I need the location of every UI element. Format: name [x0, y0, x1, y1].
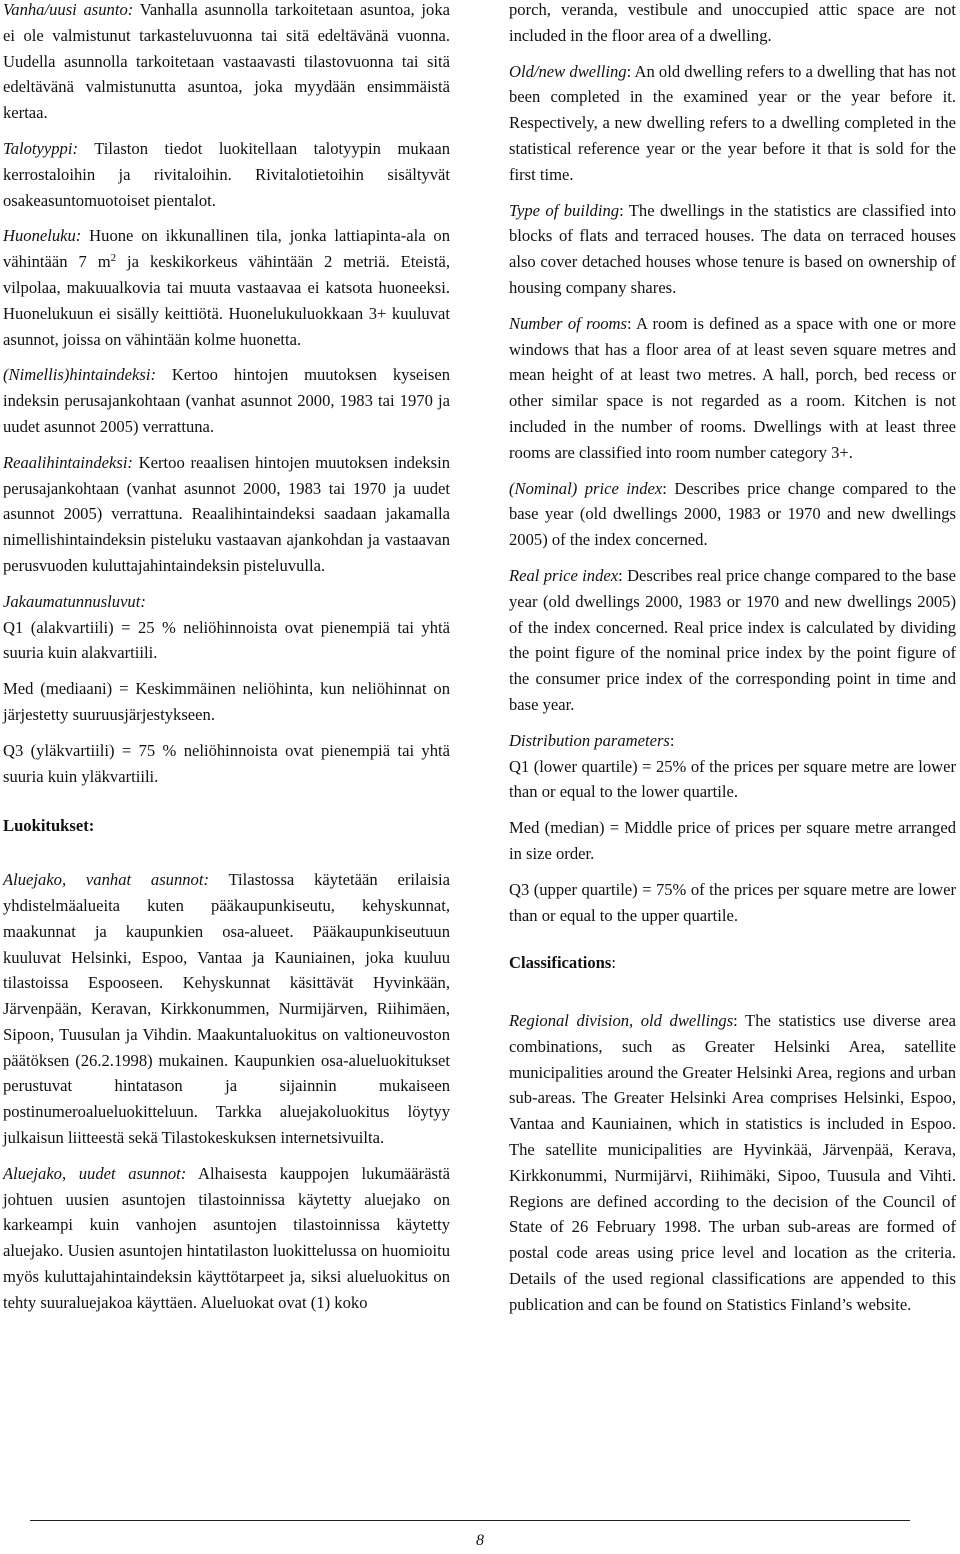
- heading-suffix: :: [611, 953, 616, 973]
- term-label: Vanha/uusi asunto:: [3, 0, 134, 19]
- paragraph-old-new-dwelling-en: [509, 59, 956, 188]
- definition-text: Vanhalla asunnolla tarkoitetaan asuntoa, joka ei ole valmistunut tarkasteluvuonna tai sitä edeltävänä vuonna. Uudella asunnolla tarkoitetaan vastaavasti tilastovuonna tai sitä edeltävänä valmistunutta asuntoa, joka myydään ensimmäistä kertaa.: [3, 0, 451, 123]
- term-label: Real price index: [509, 565, 619, 585]
- definition-text: : The statistics use diverse area combinations, such as Greater Helsinki Area, satellite municipalities around the Greater Helsinki Area, regions and urban sub-areas. The Greater Helsinki Area comprises Helsinki, Espoo, Vantaa and Kauniainen, which in statistics is included in Espoo. The satellite municipalities are Hyvinkää, Järvenpää, Kerava, Kirkkonummi, Nurmijärvi, Riihimäki, Sipoo, Tuusula and Vihti. Regions are defined according to the decision of the Council of State of 26 February 1998. The urban sub-areas are formed of postal code areas using price level and location as the criteria. Details of the used regional classifications are appended to this publication and can be found on Statistics Finland’s website.: [509, 1011, 956, 1314]
- definition-text: Huone on ikkunallinen tila, jonka lattiapinta-ala on vähintään 7 m: [3, 226, 450, 272]
- paragraph-old-new-dwelling-fi: [3, 0, 450, 126]
- term-label: Distribution parameters: [509, 730, 670, 750]
- section-heading-en: [509, 950, 956, 976]
- definition-text: Q1 (alakvartiili) = 25 % neliöhinnoista ovat pienempiä tai yhtä suuria kuin alakvartiili.: [3, 617, 450, 663]
- paragraph-continued-en: porch, veranda, vestibule and unoccupied attic space are not included in the floor area of a dwelling.: [509, 0, 956, 45]
- paragraph-nominal-index-en: [509, 476, 956, 553]
- paragraph-room-count-fi: [3, 223, 450, 352]
- term-label: Huoneluku:: [3, 226, 82, 246]
- term-label: Number of rooms: [509, 313, 627, 333]
- term-label: Regional division, old dwellings: [509, 1011, 734, 1031]
- definition-text: Q1 (lower quartile) = 25% of the prices per square metre are lower than or equal to the lower quartile.: [509, 756, 956, 802]
- term-label: Aluejako, uudet asunnot:: [3, 1163, 187, 1183]
- footer-divider: [30, 1520, 910, 1521]
- paragraph-building-type-en: [509, 198, 956, 301]
- definition-text: Kertoo reaalisen hintojen muutoksen indeksin perusajankohtaan (vanhat asunnot 2000, 1983 tai 1970 ja uudet asunnot 2005) verrattuna. Reaalihintaindeksi saadaan jakamalla nimellishintaindeksin pisteluku vastaavan ajankohdan ja vastaavan perusvuoden kuluttajahintaindeksin pisteluvulla.: [3, 452, 450, 575]
- paragraph-room-count-en: [509, 311, 956, 466]
- paragraph-distribution-fi: [3, 589, 450, 666]
- definition-text: : Describes real price change compared to the base year (old dwellings 2000, 1983 or 1970 and new dwellings 2005) of the index concerned. Real price index is calculated by dividing the point figure of the nominal price index by the point figure of the consumer price index of the corresponding point in time and base year.: [509, 565, 956, 714]
- term-label: Talotyyppi:: [3, 138, 78, 158]
- definition-text: Alhaisesta kauppojen lukumäärästä johtuen uusien asuntojen tilastoinnissa käytetty aluejako on karkeampi kuin vanhojen asuntojen tilastoinnissa käytetty aluejako. Uusien asuntojen hintatilaston luokittelussa on huomioitu myös kuluttajahintaindeksin käyttötarpeet ja, siksi alueluokitus on tehty suuraluejakoa käyttäen. Alueluokat ovat (1) koko: [3, 1163, 450, 1312]
- paragraph-real-index-en: [509, 563, 956, 718]
- heading-text: Classifications: [509, 953, 612, 973]
- paragraph-median-en: Med (median) = Middle price of prices per square metre arranged in size order.: [509, 818, 956, 863]
- term-label: Aluejako, vanhat asunnot:: [3, 870, 209, 890]
- definition-text: Kertoo hintojen muutoksen kyseisen indeksin perusajankohtaan (vanhat asunnot 2000, 1983 tai 1970 ja uudet asunnot 2005) verrattuna.: [3, 365, 450, 436]
- definition-text: Tilaston tiedot luokitellaan talotyypin mukaan kerrostaloihin ja rivitaloihin. Rivitalotietoihin sisältyvät osakeasuntomuotoiset pientalot.: [3, 138, 450, 210]
- section-heading-fi: Luokitukset:: [3, 816, 95, 836]
- paragraph-region-old-fi: [3, 867, 450, 1151]
- finnish-column: [3, 0, 450, 1326]
- paragraph-region-old-en: [509, 1008, 956, 1318]
- term-label: Type of building: [509, 200, 620, 220]
- term-label: Reaalihintaindeksi:: [3, 452, 133, 472]
- paragraph-q3-en: Q3 (upper quartile) = 75% of the prices per square metre are lower than or equal to the upper quartile.: [509, 879, 956, 925]
- term-label: Old/new dwelling: [509, 61, 627, 81]
- paragraph-q3-fi: Q3 (yläkvartiili) = 75 % neliöhinnoista ovat pienempiä tai yhtä suuria kuin yläkvartiili.: [3, 740, 450, 786]
- definition-text: : An old dwelling refers to a dwelling that has not been completed in the examined year or the year before it. Respectively, a new dwelling refers to a dwelling completed in the statistical reference year or the year before it that is sold for the first time.: [509, 61, 956, 184]
- term-label: Jakaumatunnusluvut:: [3, 591, 146, 611]
- superscript: 2: [110, 252, 117, 265]
- definition-text: : A room is defined as a space with one or more windows that has a floor area of at least seven square metres and mean height of at least two metres. A hall, porch, bed recess or other similar space is not regarded as a room. Kitchen is not included in the number of rooms. Dwellings with at least three rooms are classified into room number category 3+.: [509, 313, 956, 462]
- term-label: (Nominal) price index: [509, 478, 663, 498]
- paragraph-real-index-fi: [3, 450, 450, 579]
- definition-text: Tilastossa käytetään erilaisia yhdistelmäalueita kuten pääkaupunkiseutu, kehyskunnat, maakunnat ja kaupunkien osa-alueet. Pääkaupunkiseutuun kuuluvat Helsinki, Espoo, Vantaa ja Kauniainen, joka kuuluu tilastoissa Espooseen. Kehyskunnat käsittävät Hyvinkään, Järvenpään, Keravan, Kirkkonummen, Nurmijärven, Riihimäen, Sipoon, Tuusulan ja Vihdin. Maakuntaluokitus on valtioneuvoston päätöksen (26.2.1998) mukainen. Kaupunkien osa-alueluokitukset perustuvat hintatason ja sijainnin mukaiseen postinumeroalueluokitteluun. Tarkka aluejakoluokitus löytyy julkaisun liitteestä sekä Tilastokeskuksen internetsivuilta.: [3, 870, 450, 1148]
- definition-text: : Describes price change compared to the base year (old dwellings 2000, 1983 or 1970 and new dwellings 2005) of the index concerned.: [509, 478, 956, 550]
- page-number: 8: [476, 1532, 484, 1549]
- definition-text: : The dwellings in the statistics are classified into blocks of flats and terraced houses. The data on terraced houses also cover detached houses whose tenure is based on ownership of housing company shares.: [509, 200, 956, 297]
- definition-text: ja keskikorkeus vähintään 2 metriä. Eteistä, vilpolaa, makuualkovia tai muuta vastaavaa ei katsota huoneeksi. Huonelukuun ei sisälly keittiötä. Huonelukuluokkaan 3+ kuuluvat asunnot, joissa on vähintään kolme huonetta.: [3, 252, 450, 349]
- english-column: [509, 0, 956, 1328]
- paragraph-region-new-fi: [3, 1161, 450, 1316]
- paragraph-distribution-en: [509, 728, 956, 805]
- paragraph-building-type-fi: [3, 136, 450, 213]
- term-suffix: :: [669, 730, 675, 750]
- paragraph-median-fi: Med (mediaani) = Keskimmäinen neliöhinta, kun neliöhinnat on järjestetty suuruusjärjestykseen.: [3, 679, 450, 724]
- term-label: (Nimellis)hintaindeksi:: [3, 365, 157, 385]
- paragraph-nominal-index-fi: [3, 362, 450, 439]
